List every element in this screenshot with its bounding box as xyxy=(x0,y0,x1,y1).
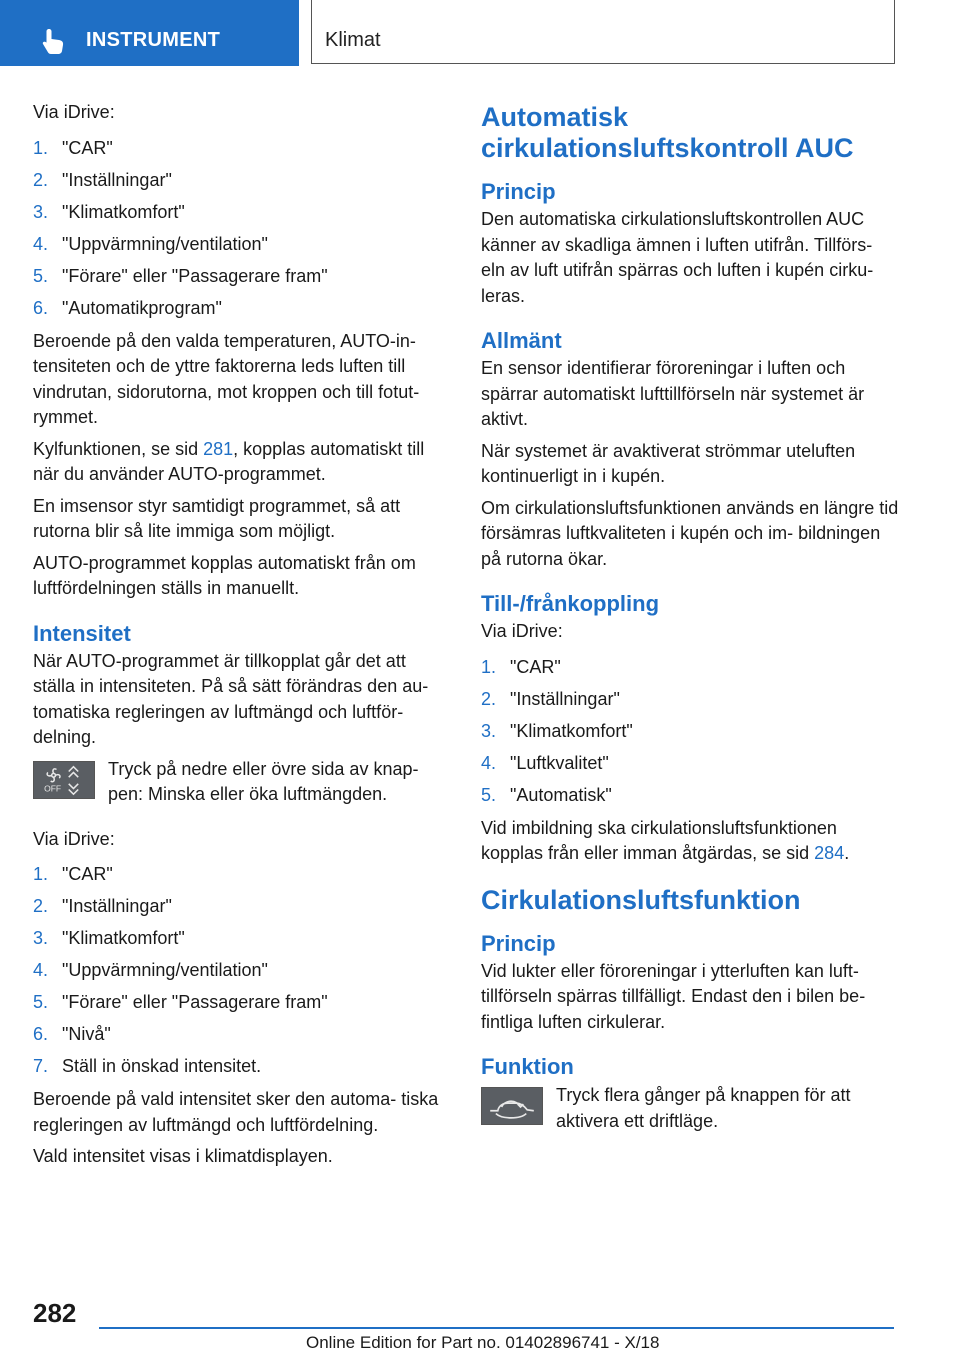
paragraph: Beroende på vald intensitet sker den automa- tiska regleringen av luftmängd och luftfördelning. xyxy=(33,1089,439,1135)
paragraph: En imsensor styr samtidigt programmet, så att rutorna blir så lite immiga som möjligt. xyxy=(33,495,401,541)
hand-pointer-icon xyxy=(38,26,68,56)
via-idrive-2: Via iDrive: xyxy=(33,828,115,849)
via-idrive-3: Via iDrive: xyxy=(481,621,563,641)
paragraph: Vald intensitet visas i klimatdisplayen. xyxy=(33,1146,333,1166)
list-item: 4. "Uppvärmning/ventilation" xyxy=(33,233,268,254)
steps-list-1 xyxy=(33,132,451,324)
heading-intensitet: Intensitet xyxy=(33,620,131,646)
list-item: 5. "Automatisk" xyxy=(481,784,612,805)
paragraph: Beroende på den valda temperaturen, AUTO-in- tensiteten och de yttre faktorerna leds luften till vindrutan, sidorutorna, mot kroppen och till fotut- rymmet. xyxy=(33,330,420,427)
chapter-title: Klimat xyxy=(325,29,381,51)
list-item: 4. "Uppvärmning/ventilation" xyxy=(33,960,268,980)
heading-auc: Automatisk cirkulationsluftskontroll AUC xyxy=(481,102,854,163)
icon-description: Tryck flera gånger på knappen för att aktivera ett driftläge. xyxy=(556,1085,851,1131)
via-idrive-1: Via iDrive: xyxy=(33,102,115,122)
heading-princip: Princip xyxy=(481,179,556,204)
heading-funktion: Funktion xyxy=(481,1054,574,1079)
steps-list-3 xyxy=(481,651,901,811)
list-item: 6. "Nivå" xyxy=(33,1024,111,1044)
list-item: 5. "Förare" eller "Passagerare fram" xyxy=(33,265,328,286)
chapter-header xyxy=(311,0,895,64)
heading-cirkulationsluftsfunktion: Cirkulationsluftsfunktion xyxy=(481,884,801,915)
left-column xyxy=(33,100,451,1176)
edition-text: Online Edition for Part no. 01402896741 - X/18 xyxy=(306,1333,660,1352)
paragraph: Vid imbildning ska cirkulationsluftsfunktionen kopplas från eller imman åtgärdas, se sid 284. xyxy=(481,817,850,863)
list-item: 6. "Automatikprogram" xyxy=(33,297,222,318)
list-item: 4. "Luftkvalitet" xyxy=(481,752,609,773)
paragraph: Kylfunktionen, se sid 281, kopplas automatiskt till när du använder AUTO-programmet. xyxy=(33,438,425,484)
steps-list-2 xyxy=(33,858,451,1082)
list-item: 2. "Inställningar" xyxy=(481,688,620,709)
paragraph: Om cirkulationsluftsfunktionen används en längre tid försämras luftkvaliteten i kupén och im- bildningen på rutorna ökar. xyxy=(481,497,899,569)
icon-description: Tryck på nedre eller övre sida av knap- pen: Minska eller öka luftmängden. xyxy=(108,758,419,804)
list-item: 2. "Inställningar" xyxy=(33,169,172,190)
list-item: 1. "CAR" xyxy=(33,137,113,158)
list-item: 2. "Inställningar" xyxy=(33,896,172,916)
page-link-284[interactable]: 284 xyxy=(814,843,845,863)
fan-button-note xyxy=(33,757,451,817)
right-column xyxy=(481,100,901,1153)
recirc-button-note xyxy=(481,1083,901,1143)
list-item: 1. "CAR" xyxy=(33,864,113,884)
heading-princip-2: Princip xyxy=(481,930,556,956)
svg-text:OFF: OFF xyxy=(44,782,62,793)
paragraph: Vid lukter eller föroreningar i ytterluften kan luft- tillförseln spärras tillfälligt. Endast den i bilen be- fintliga luften cirkulerar. xyxy=(481,960,866,1032)
heading-till-frankoppling: Till-/frånkoppling xyxy=(481,591,660,616)
list-item: 3. "Klimatkomfort" xyxy=(481,720,633,741)
paragraph: När systemet är avaktiverat strömmar uteluften kontinuerligt in i kupén. xyxy=(481,440,856,486)
paragraph: När AUTO-programmet är tillkopplat går det att ställa in intensiteten. På så sätt förändras den au- tomatiska regleringen av luftmängd och luftför- delning. xyxy=(33,650,429,747)
list-item: 1. "CAR" xyxy=(481,656,561,677)
fan-intensity-button-icon xyxy=(33,761,95,799)
page-number: 282 xyxy=(33,1298,77,1328)
paragraph: En sensor identifierar föroreningar i luften och spärrar automatiskt lufttillförseln när systemet är aktivt. xyxy=(481,358,865,429)
paragraph: AUTO-programmet kopplas automatiskt från om luftfördelningen ställs in manuellt. xyxy=(33,552,416,598)
list-item: 7. Ställ in önskad intensitet. xyxy=(33,1056,262,1076)
list-item: 3. "Klimatkomfort" xyxy=(33,201,185,222)
footer-divider xyxy=(99,1327,894,1329)
list-item: 5. "Förare" eller "Passagerare fram" xyxy=(33,992,328,1012)
section-tab[interactable] xyxy=(0,0,299,66)
section-title: INSTRUMENT xyxy=(86,29,221,51)
page-link-281[interactable]: 281 xyxy=(203,438,234,459)
air-recirculation-button-icon xyxy=(481,1087,543,1125)
paragraph: Den automatiska cirkulationsluftskontrollen AUC känner av skadliga ämnen i luften utifrån. Tillförs- eln av luft utifrån spärras och luften i kupén cirku- leras. xyxy=(481,209,874,306)
heading-allmant: Allmänt xyxy=(481,328,562,353)
list-item: 3. "Klimatkomfort" xyxy=(33,928,185,948)
